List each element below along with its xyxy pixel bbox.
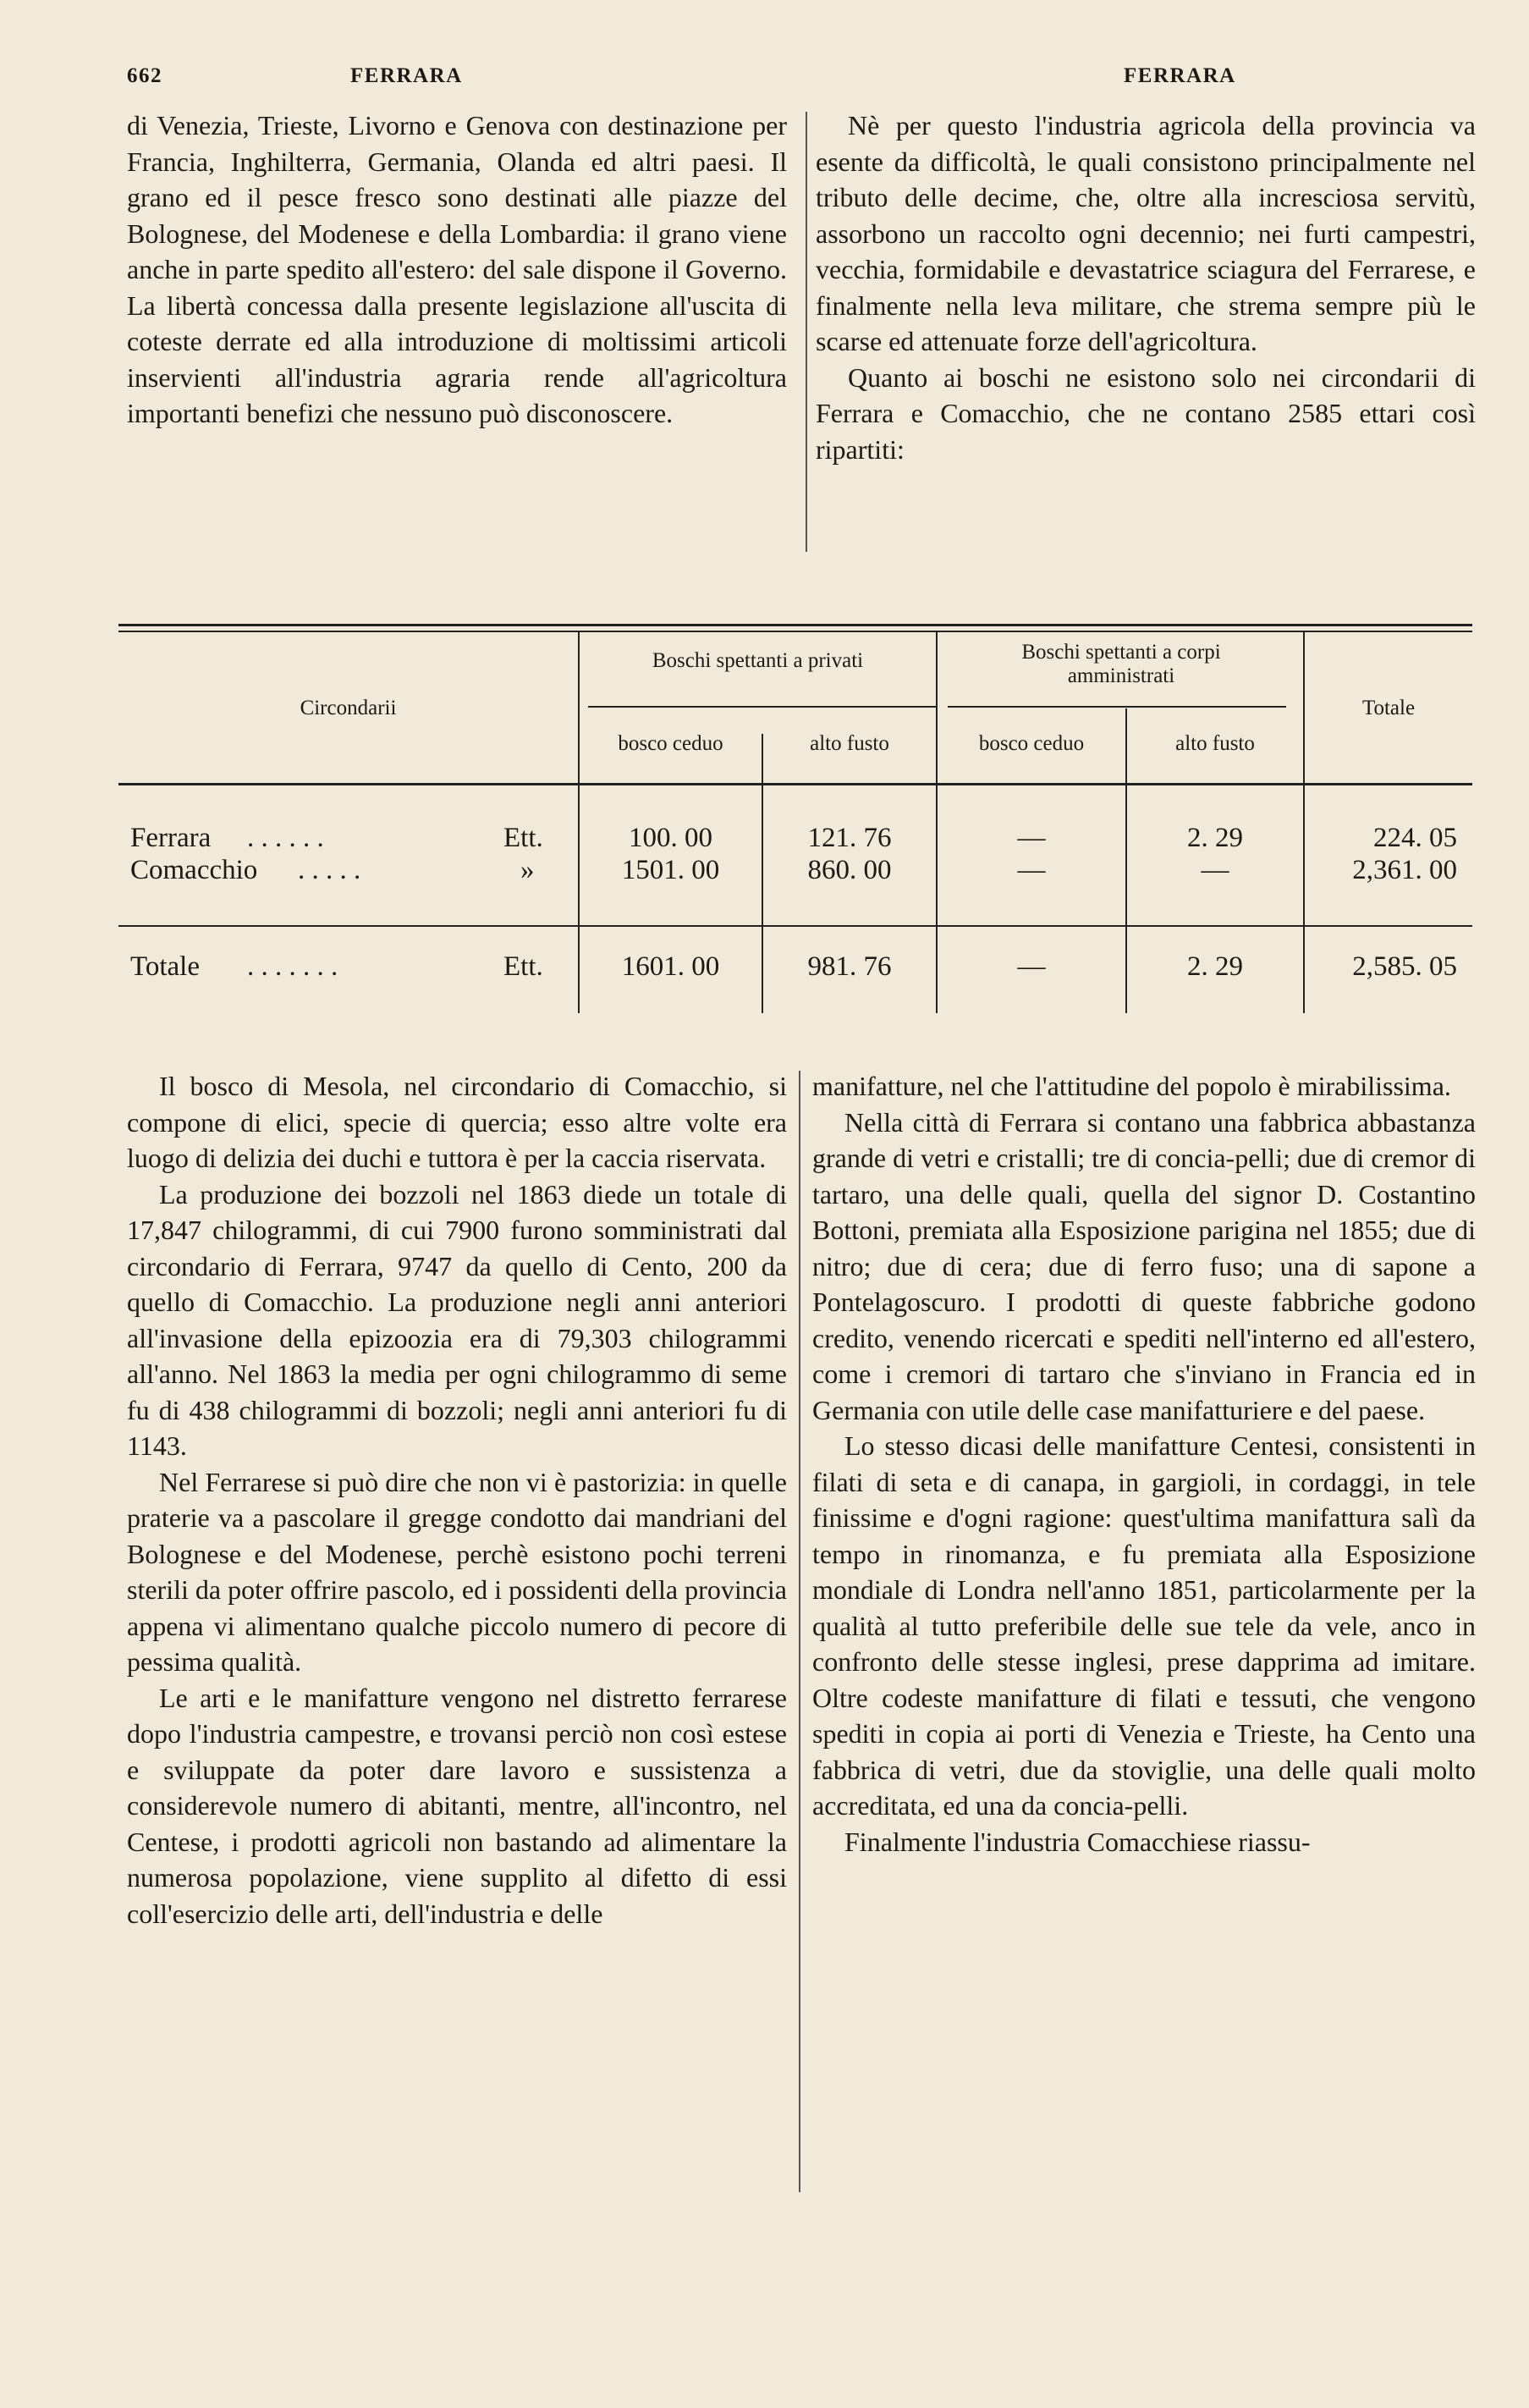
table-top-rule-2 — [118, 631, 1472, 632]
paragraph: Finalmente l'industria Comacchiese riassu- — [844, 1826, 1311, 1857]
subgroup-rule-2 — [948, 706, 1286, 708]
row-comacchio-ceduo-privati: 1501. 00 — [621, 855, 720, 885]
header-circondarii: Circondarii — [300, 697, 397, 719]
paragraph: Nel Ferrarese si può dire che non vi è pastorizia: in quelle praterie va a pascolare il gregge condotto dai mandriani del Bolognese e del Modenese, perchè esistono pochi terreni sterili da poter offrire pascolo, ed i possidenti della provincia appena vi alimentano qualche piccolo numero di pecore di pessima qualità. — [127, 1466, 787, 1677]
row-ferrara-ceduo-corpi: — — [1017, 823, 1046, 853]
paragraph: La produzione dei bozzoli nel 1863 diede un totale di 17,847 chilogrammi, di cui 7900 furono somministrati dal circondario di Ferrara, 9747 da quello di Cento, 200 da quello di Comacchio. La produzione negli anni anteriori all'invasione della epizoozia era di 79,303 chilogrammi all'anno. Nel 1863 la media per ogni chilogrammo di seme fu di 438 chilogrammi di bozzoli; negli anni anteriori fu di 1143. — [127, 1178, 787, 1461]
row-comacchio-dots: . . . . . — [298, 855, 361, 885]
sub-bosco-ceduo-corpi: bosco ceduo — [978, 732, 1085, 755]
paragraph: Nella città di Ferrara si contano una fabbrica abbastanza grande di vetri e cristalli; tre di concia-pelli; due di cremor di tartaro, una delle quali, quella del signor D. Costantino Bottoni, premiata alla Esposizione parigina nel 1855; due di nitro; due di cera; due di ferro fuso; una di sapone a Pontelagoscuro. I prodotti di queste fabbriche godono credito, venendo ricercati e spediti nell'interno ed all'estero, come i cremori di tartaro che s'inviano in Francia ed in Germania con utile delle case manifatturiere e del paese. — [812, 1106, 1476, 1425]
row-total-ceduo-corpi: — — [1017, 951, 1046, 982]
page-number: 662 — [127, 64, 162, 87]
forest-table — [118, 624, 1472, 1022]
right-running-title: FERRARA — [1124, 64, 1236, 87]
row-comacchio-ceduo-corpi: — — [1017, 855, 1046, 885]
header-totale: Totale — [1361, 697, 1416, 719]
sub-alto-fusto-privati: alto fusto — [810, 732, 889, 755]
row-comacchio-fusto-corpi: — — [1201, 855, 1229, 885]
row-comacchio-fusto-privati: 860. 00 — [807, 855, 892, 885]
row-total-fusto-privati: 981. 76 — [807, 951, 892, 982]
row-comacchio-totale: 2,361. 00 — [1352, 855, 1457, 885]
header-bottom-rule — [118, 783, 1472, 785]
top-right-column — [816, 107, 1476, 467]
row-total-ceduo-privati: 1601. 00 — [621, 951, 720, 982]
paragraph: manifatture, nel che l'attitudine del popolo è mirabilissima. — [812, 1071, 1451, 1101]
row-total-fusto-corpi: 2. 29 — [1187, 951, 1243, 982]
paragraph: Le arti e le manifatture vengono nel distretto ferrarese dopo l'industria campestre, e trovansi perciò non così estese e sviluppate da poter dare lavoro e sussistenza a considerevole numero di abitanti, mentre, all'incontro, nel Centese, i prodotti agricoli non bastando ad alimentare la numerosa popolazione, viene supplito al difetto di essi coll'esercizio delle arti, dell'industria e delle — [127, 1682, 787, 1929]
paragraph: Il bosco di Mesola, nel circondario di Comacchio, si compone di elici, specie di quercia; esso altre volte era luogo di delizia dei duchi e tuttora è per la caccia riservata. — [127, 1071, 787, 1173]
paragraph: Nè per questo l'industria agricola della provincia va esente da difficoltà, le quali consistono principalmente nel tributo delle decime, che, oltre alla incresciosa servitù, assorbono un raccolto ogni decennio; nei furti campestri, vecchia, formidabile e devastatrice sciagura del Ferrarese, e finalmente nella leva militare, che strema sempre più le scarse ed attenuate forze dell'agricoltura. — [816, 110, 1476, 356]
row-ferrara-fusto-corpi: 2. 29 — [1187, 823, 1243, 853]
left-running-title: FERRARA — [350, 64, 463, 87]
row-ferrara-dots: . . . . . . — [247, 823, 324, 853]
row-comacchio-unit: » — [520, 855, 535, 885]
row-ferrara-unit: Ett. — [503, 823, 543, 853]
top-left-column — [127, 107, 787, 432]
column-divider-bottom — [799, 1071, 800, 2192]
bottom-left-column — [127, 1068, 787, 1931]
bottom-right-column — [812, 1068, 1476, 1860]
row-ferrara-totale: 224. 05 — [1373, 823, 1457, 853]
subgroup-rule-1 — [588, 706, 936, 708]
sub-bosco-ceduo-privati: bosco ceduo — [618, 732, 723, 755]
header-corpi: Boschi spettanti a corpi amministrati — [1021, 641, 1221, 687]
sub-alto-fusto-corpi: alto fusto — [1175, 732, 1255, 755]
row-comacchio-name: Comacchio — [130, 855, 258, 885]
paragraph: Quanto ai boschi ne esistono solo nei circondarii di Ferrara e Comacchio, che ne contano 2585 ettari così ripartiti: — [816, 361, 1476, 465]
row-ferrara-fusto-privati: 121. 76 — [807, 823, 892, 853]
paragraph: di Venezia, Trieste, Livorno e Genova con destinazione per Francia, Inghilterra, Germania, Olanda ed altri paesi. Il grano ed il pesce fresco sono destinati alle piazze del Bolognese, del Modenese e della Lombardia: il grano viene anche in parte spedito all'estero: del sale dispone il Governo. La libertà concessa dalla presente legislazione all'uscita di coteste derrate ed alla introduzione di moltissimi articoli inservienti all'industria agraria rende all'agricoltura importanti benefizi che nessuno può disconoscere. — [127, 110, 787, 428]
total-top-rule — [118, 925, 1472, 927]
row-total-totale: 2,585. 05 — [1352, 951, 1457, 982]
row-ferrara-name: Ferrara — [130, 823, 212, 853]
row-total-name: Totale — [130, 951, 200, 982]
header-privati: Boschi spettanti a privati — [652, 649, 864, 672]
row-ferrara-ceduo-privati: 100. 00 — [629, 823, 712, 853]
paragraph: Lo stesso dicasi delle manifatture Centesi, consistenti in filati di seta e di canapa, in gargioli, in cordaggi, in tele finissime e d'ogni ragione: quest'ultima manifattura salì da tempo in rinomanza, e fu premiata alla Esposizione mondiale di Londra nell'anno 1851, particolarmente per la qualità al tutto preferibile delle sue tele da vele, anco in confronto delle stesse inglesi, prese dapprima ad imitare. Oltre codeste manifatture di filati e tessuti, che vengono spediti in copia ai porti di Venezia e Trieste, ha Cento una fabbrica di vetri, due da stoviglie, una delle quali molto accreditata, ed una da concia-pelli. — [812, 1430, 1476, 1821]
table-top-rule — [118, 624, 1472, 626]
column-divider-top — [806, 112, 807, 552]
row-total-dots: . . . . . . . — [247, 951, 338, 982]
row-total-unit: Ett. — [503, 951, 543, 982]
